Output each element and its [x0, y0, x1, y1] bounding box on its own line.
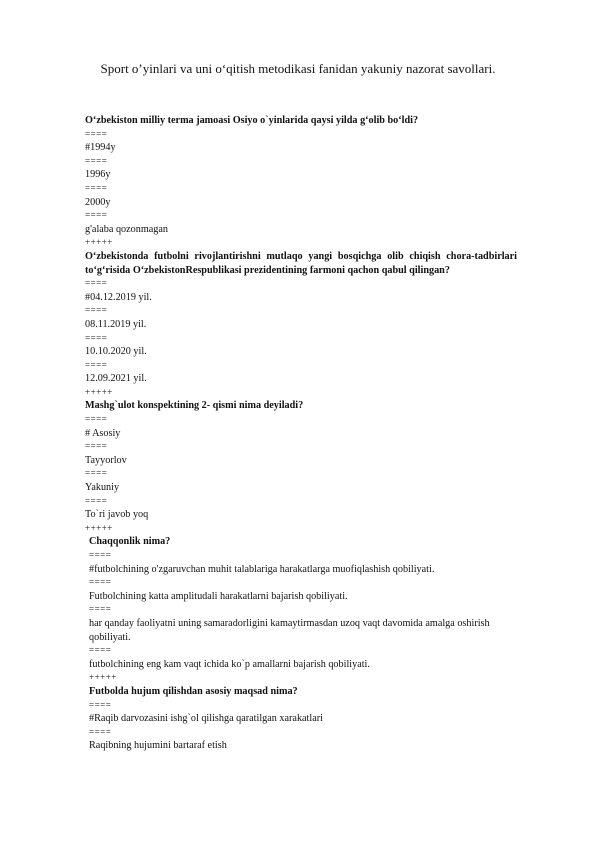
answer-option: Raqibning hujumini bartaraf etish — [89, 740, 227, 752]
separator: +++++ — [85, 237, 113, 248]
answer-option: 12.09.2021 yil. — [85, 373, 147, 385]
separator: ==== — [85, 441, 108, 452]
answer-option: # Asosiy — [85, 427, 121, 439]
separator: ==== — [85, 278, 108, 289]
separator: ==== — [89, 699, 112, 710]
separator: ==== — [85, 359, 108, 370]
page-title: Sport o’yinlari va uni o‘qitish metodikasi fanidan yakuniy nazorat savollari. — [100, 61, 496, 76]
separator: ==== — [85, 495, 108, 506]
question-text: Mashg`ulot konspektining 2- qismi nima deyiladi? — [85, 400, 304, 412]
separator: +++++ — [85, 522, 113, 533]
answer-option: Futbolchining katta amplitudali harakatlarni bajarish qobiliyati. — [89, 590, 348, 602]
question-list — [85, 114, 517, 753]
answer-option: 1996y — [85, 169, 111, 181]
separator: +++++ — [85, 386, 113, 397]
separator: ==== — [85, 305, 108, 316]
question-text: Futbolda hujum qilishdan asosiy maqsad nima? — [89, 685, 298, 697]
answer-option: har qanday faoliyatni uning samaradorligini kamaytirmasdan uzoq vaqt davomida amalga oshirish qobiliyati. — [89, 617, 490, 643]
answer-option: To`ri javob yoq — [85, 509, 149, 521]
answer-option: 10.10.2020 yil. — [85, 346, 147, 358]
answer-option: 08.11.2019 yil. — [85, 318, 147, 330]
separator: ==== — [89, 604, 112, 615]
separator: ==== — [89, 726, 112, 737]
separator: ==== — [89, 550, 112, 560]
answer-option: g'alaba qozonmagan — [85, 223, 169, 235]
separator: ==== — [85, 414, 108, 425]
separator: ==== — [85, 332, 108, 343]
question-text: Chaqqonlik nima? — [89, 536, 171, 548]
separator: ==== — [85, 128, 108, 139]
answer-option: #1994y — [85, 142, 116, 154]
question-text: O‘zbekiston milliy terma jamoasi Osiyo o`yinlarida qaysi yilda g‘olib bo‘ldi? — [85, 115, 419, 126]
answer-option: futbolchining eng kam vaqt ichida ko`p amallarni bajarish qobiliyati. — [89, 658, 370, 670]
separator: ==== — [85, 468, 108, 479]
answer-option: #Raqib darvozasini ishg`ol qilishga qaratilgan xarakatlari — [89, 713, 323, 725]
separator: ==== — [89, 645, 112, 656]
answer-option: 2000y — [85, 196, 111, 208]
separator: +++++ — [89, 672, 117, 683]
answer-option: Tayyorlov — [85, 454, 127, 466]
separator: ==== — [85, 210, 108, 221]
answer-option: Yakuniy — [85, 482, 120, 494]
answer-option: #04.12.2019 yil. — [85, 291, 152, 303]
separator: ==== — [85, 182, 108, 193]
question-text: O‘zbekistonda futbolni rivojlantirishni mutlaqo yangi bosqichga olib chiqish chora-tadbirlari to‘g‘risida O‘zbekistonRespublikasi prezidentining farmoni qachon qabul qilingan? — [85, 250, 517, 276]
answer-option: #futbolchining o'zgaruvchan muhit talablariga harakatlarga muofiqlashish qobiliyati. — [89, 563, 435, 575]
separator: ==== — [85, 155, 108, 166]
separator: ==== — [89, 577, 112, 588]
